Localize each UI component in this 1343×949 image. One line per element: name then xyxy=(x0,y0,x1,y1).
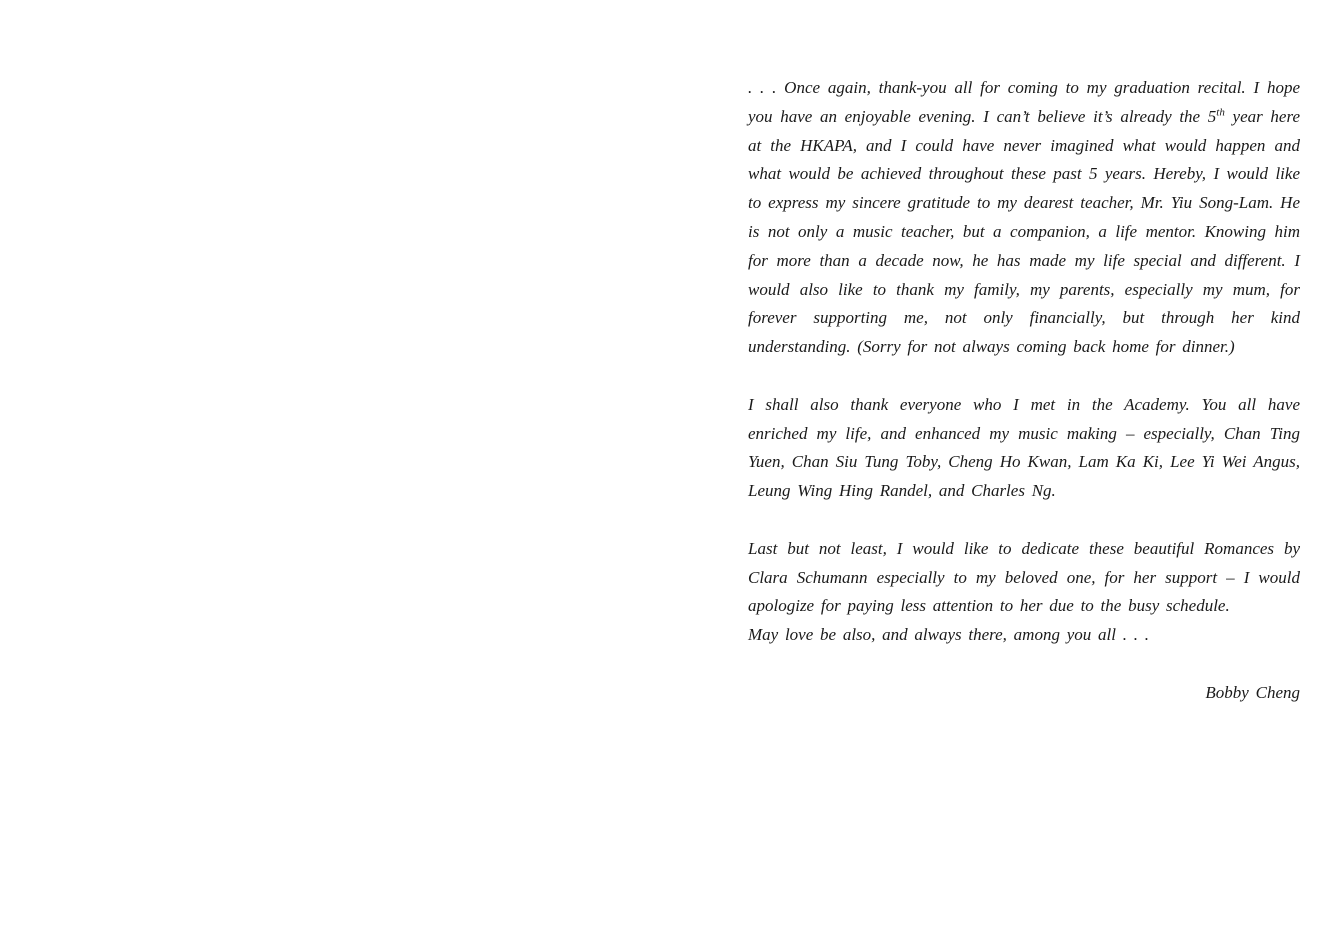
paragraph-gratitude-text-post: year here at the HKAPA, and I could have never imagined what would happen and what would be achieved throughout these past 5 years. Hereby, I would like to express my sincere gratitude to my dearest teacher, Mr. Yiu Song-Lam. He is not only a music teacher, but a companion, a life mentor. Knowing him for more than a decade now, he has made my life special and different. I would also like to thank my family, my parents, especially my mum, for forever supporting me, not only financially, but through her kind understanding. (Sorry for not always coming back home for dinner.) xyxy=(748,106,1300,357)
paragraph-dedication xyxy=(748,535,1300,650)
paragraph-academy-friends: I shall also thank everyone who I met in the Academy. You all have enriched my life, and enhanced my music making – especially, Chan Ting Yuen, Chan Siu Tung Toby, Cheng Ho Kwan, Lam Ka Ki, Lee Yi Wei Angus, Leung Wing Hing Randel, and Charles Ng. xyxy=(748,394,1300,501)
signature: Bobby Cheng xyxy=(1205,682,1300,702)
paragraph-gratitude xyxy=(748,74,1300,362)
superscript-ordinal: th xyxy=(1216,106,1225,119)
paragraph-dedication-line1: Last but not least, I would like to dedicate these beautiful Romances by Clara Schumann especially to my beloved one, for her support – I would apologize for paying less attention to her due to the busy schedule. xyxy=(748,538,1300,616)
acknowledgement-letter xyxy=(748,74,1300,736)
paragraph-dedication-line2: May love be also, and always there, among you all . . . xyxy=(748,625,1149,645)
paragraph-gratitude-text-pre: . . . Once again, thank-you all for coming to my graduation recital. I hope you have an enjoyable evening. I can’t believe it’s already the 5 xyxy=(748,78,1300,126)
